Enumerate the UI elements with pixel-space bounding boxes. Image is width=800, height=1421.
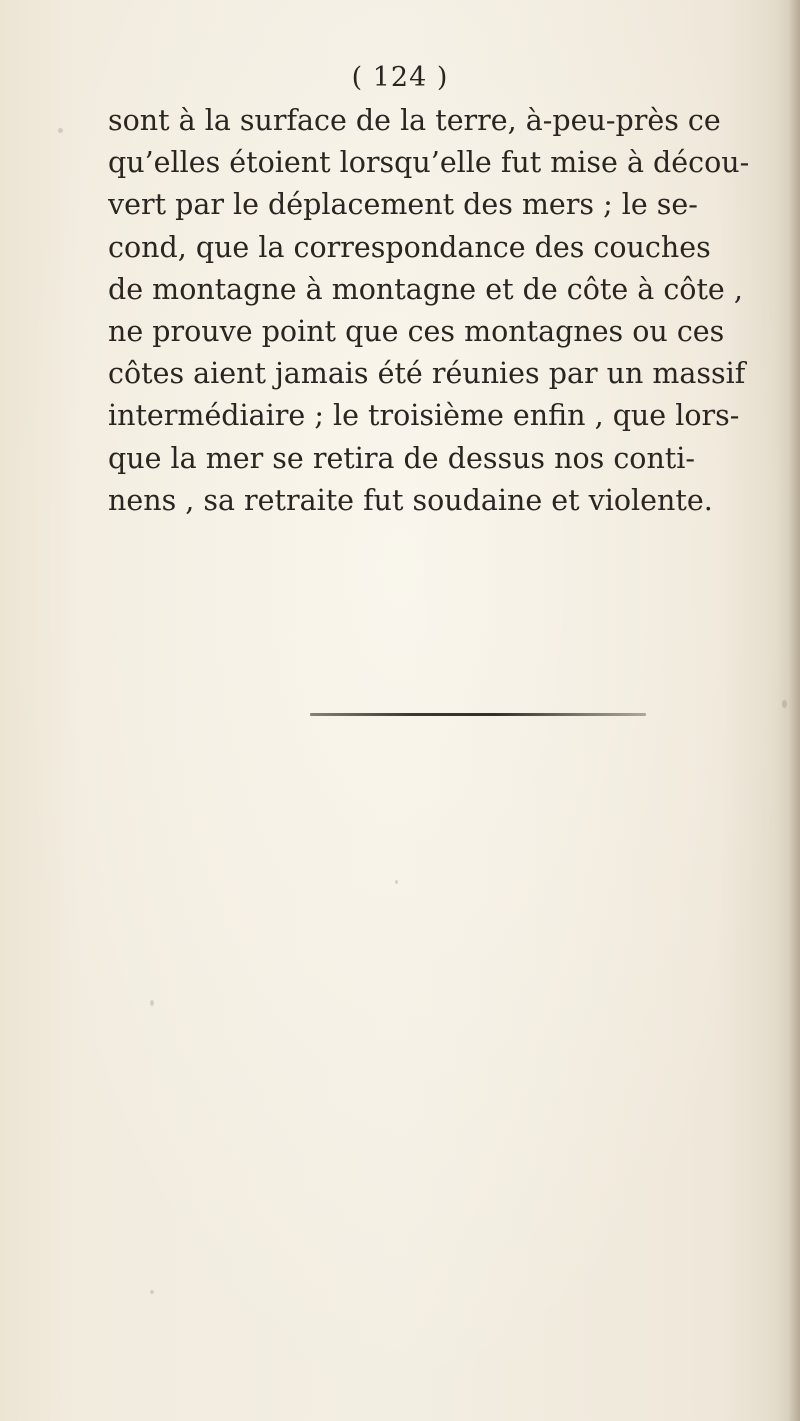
paper-speck [58, 128, 63, 133]
text-line: cond, que la correspondance des couches [108, 230, 711, 264]
text-line: ne prouve point que ces montagnes ou ces [108, 315, 725, 349]
text-line: qu’elles étoient lorsqu’elle fut mise à décou- [108, 146, 750, 180]
paper-speck [150, 1000, 154, 1006]
text-line: nens , sa retraite fut soudaine et violente. [108, 483, 713, 517]
body-text [108, 100, 768, 522]
page-number: ( 124 ) [351, 62, 449, 93]
text-line: côtes aient jamais été réunies par un massif [108, 357, 746, 391]
paper-speck [150, 1290, 154, 1294]
text-line: intermédiaire ; le troisième enfin , que lors- [108, 399, 740, 433]
end-ornament-rule [310, 713, 646, 716]
page-edge-shadow [788, 0, 800, 1421]
text-line: de montagne à montagne et de côte à côte , [108, 272, 743, 306]
text-line: que la mer se retira de dessus nos conti- [108, 441, 695, 475]
text-line: sont à la surface de la terre, à-peu-près ce [108, 104, 721, 137]
text-line: vert par le déplacement des mers ; le se- [108, 188, 698, 222]
paper-speck [395, 880, 398, 884]
paper-speck [782, 700, 787, 708]
